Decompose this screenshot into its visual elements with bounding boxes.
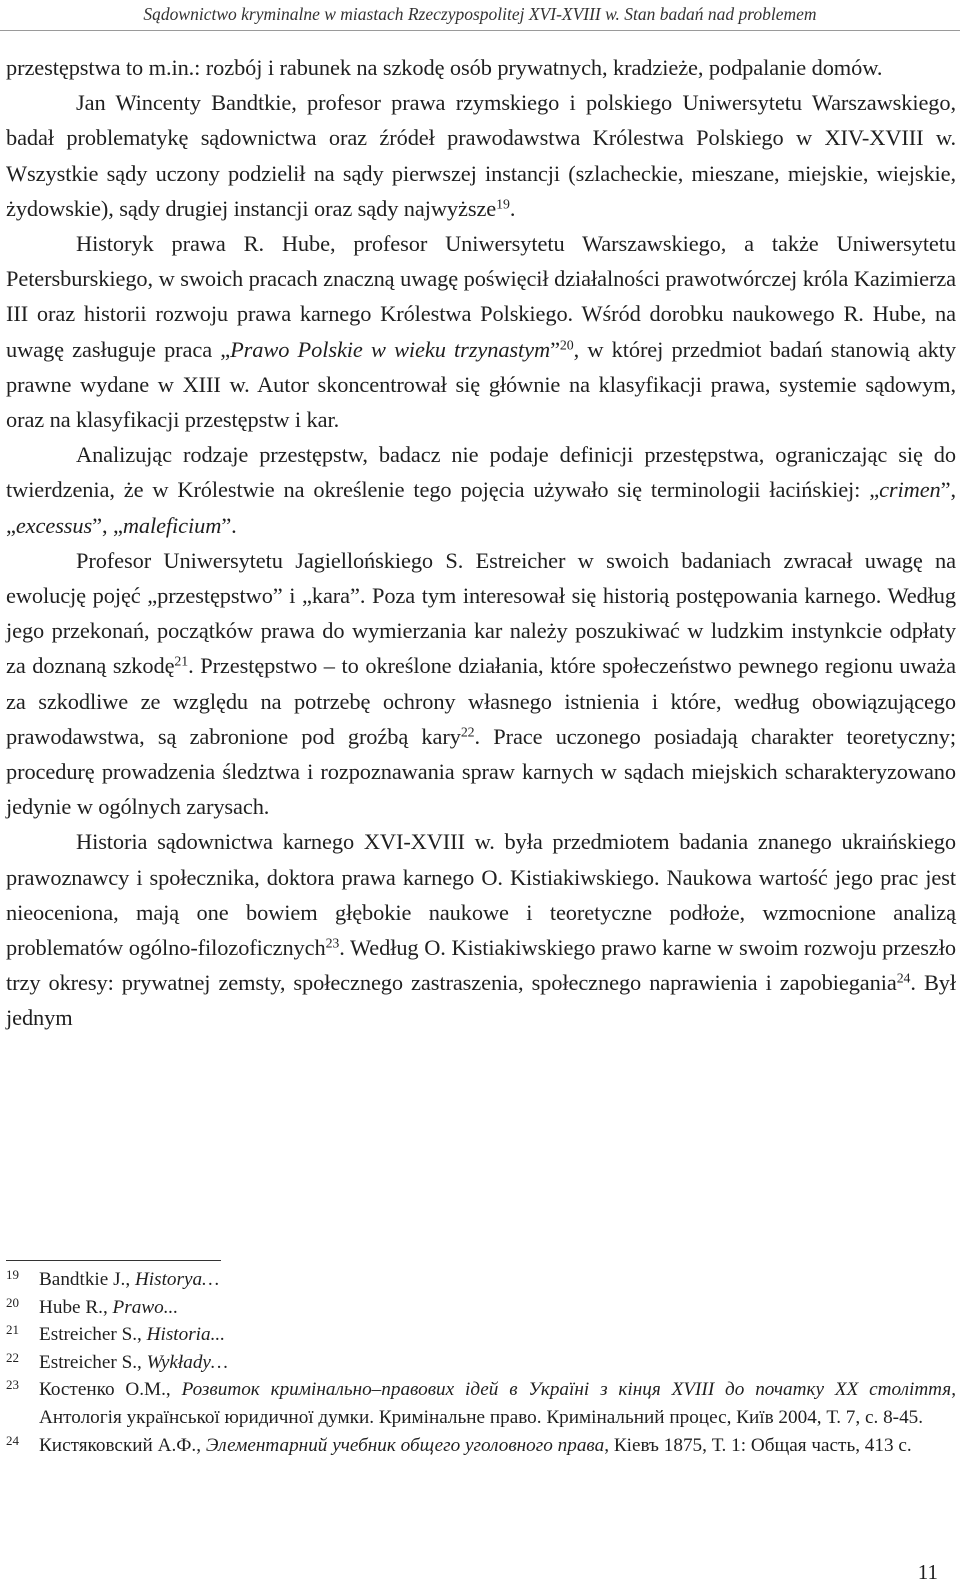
footnote-22 [6,1349,956,1377]
footnote-text [39,1266,956,1294]
footnote-text [39,1376,956,1431]
footnote-author: Кистяковский А.Ф., [39,1434,206,1456]
paragraph-1 [6,50,956,85]
paragraph-4-end: ”. [221,512,237,538]
footnote-author: Bandtkie J., [39,1269,135,1290]
paragraph-5-text-a: Profesor Uniwersytetu Jagiellońskiego S. Estreicher w swoich badaniach zwracał uwagę na ewolucję pojęć „przestępstwo” i „kara”. Poza tym interesował się historią postępowania karnego. Według jego przekonań, początków prawa do wymierzania kar należy poszukiwać w ludzkim instynkcie odpłaty za doznaną szkodę [6,547,956,679]
footnote-ref-20[interactable]: 20 [559,338,574,353]
footnote-24 [6,1432,956,1460]
footnote-author: Estreicher S., [39,1351,147,1373]
paragraph-6-text-c: . Był jednym [6,970,956,1031]
paragraph-4-sep-2: ”, „ [92,512,123,538]
footnote-number: 19 [6,1267,19,1282]
footnote-author: Hube R., [39,1296,113,1318]
paragraph-6-text-a: Historia sądownictwa karnego XVI-XVIII w. była przedmiotem badania znanego ukraińskiego prawoznawcy i społecznika, doktora prawa karnego O. Kistiakiwskiego. Naukowa wartość jego prac jest nieoceniona, mają one bowiem głębokie naukowe i teoretyczne podłoże, wzmocnione analizą problematów ogólno-filozoficznych [6,829,956,961]
footnote-ref-24[interactable]: 24 [896,971,911,987]
footnote-21 [6,1321,956,1349]
footnote-title: Historya… [134,1269,220,1290]
paragraph-2-end: . [509,195,516,221]
paragraph-6 [6,824,956,1035]
footnote-text [39,1349,956,1377]
footnote-number: 22 [6,1349,19,1365]
footnote-title: Historia... [146,1324,226,1346]
paragraph-5-text-b: . Przestępstwo – to określone działania, które społeczeństwo pewnego regionu uważa za szkodliwe ze względu na potrzebę ochrony własnego istnienia i które, według obowiązującego prawodawstwa, są zabronione pod groźbą kary [6,653,956,749]
paragraph-3 [6,226,956,437]
paragraph-1-text: przestępstwa to m.in.: rozbój i rabunek na szkodę osób prywatnych, kradzieże, podpalanie domów. [6,55,883,80]
footnote-separator [6,1260,221,1261]
footnote-rest: , Антологія української юридичної думки. Кримінальне право. Кримінальний процес, Київ 2004, Т. 7, с. 8-45. [39,1379,956,1428]
paragraph-3-text-c: , w której przedmiot badań stanowią akty prawne wydane w XIII w. Autor skoncentrował się głównie na klasyfikacji prawa, systemie sądowym, oraz na klasyfikacji przestępstw i kar. [6,336,956,433]
paragraph-4 [6,437,956,543]
page-number: 11 [917,1560,938,1584]
footnote-title: Wykłady… [146,1351,228,1373]
paragraph-5-text-c: . Prace uczonego posiadają charakter teoretyczny; procedurę prowadzenia śledztwa i rozpoznawania spraw karnych w sądach miejskich scharakteryzowano jedynie w ogólnych zarysach. [6,723,956,820]
book-title-prawo-polskie: Prawo Polskie w wieku trzynastym [230,336,551,362]
footnote-title: Элементарний учебник общего уголовного права [205,1434,605,1456]
footnote-ref-23[interactable]: 23 [325,936,340,952]
paragraph-4-text-a: Analizując rodzaje przestępstw, badacz nie podaje definicji przestępstwa, ograniczając się do twierdzenia, że w Królestwie na określenie tego pojęcia używało się terminologii łacińskiej: „ [6,442,956,503]
paragraph-2 [6,85,956,226]
footnote-number: 24 [6,1432,19,1448]
footnote-author: Estreicher S., [39,1324,147,1346]
footnote-19 [6,1266,956,1294]
term-maleficium: maleficium [122,512,222,538]
footnote-number: 23 [6,1377,19,1393]
header-rule [0,30,960,31]
footnote-number: 20 [6,1294,19,1310]
footnote-text [39,1321,956,1349]
footnote-title: Prawo... [112,1296,179,1318]
paragraph-3-quote-close: ” [550,336,560,362]
term-excessus: excessus [15,512,93,538]
running-header: Sądownictwo kryminalne w miastach Rzeczypospolitej XVI-XVIII w. Stan badań nad problemem [143,4,817,24]
footnotes [6,1266,956,1459]
footnote-rest: , Кіевъ 1875, Т. 1: Общая часть, 413 с. [604,1434,912,1456]
footnote-ref-22[interactable]: 22 [460,725,475,741]
footnote-number: 21 [6,1322,19,1338]
footnote-title: Розвиток кримінально–правових ідей в Україні з кінця XVIII до початку XX століття [181,1379,952,1401]
paragraph-2-text: Jan Wincenty Bandtkie, profesor prawa rzymskiego i polskiego Uniwersytetu Warszawskiego, badał problematykę sądownictwa oraz źródeł prawodawstwa Królestwa Polskiego w XIV-XVIII w. Wszystkie sądy uczony podzielił na sądy pierwszej instancji (szlacheckie, mieszane, miejskie, wiejskie, żydowskie), sądy drugiej instancji oraz sądy najwyższe [6,90,956,221]
footnote-text [39,1432,956,1460]
term-crimen: crimen [879,477,941,503]
body-text [6,50,956,1036]
paragraph-3-text-a: Historyk prawa R. Hube, profesor Uniwersytetu Warszawskiego, a także Uniwersytetu Petersburskiego, w swoich pracach znaczną uwagę poświęcił działalności prawotwórczej króla Kazimierza III oraz historii rozwoju prawa karnego Królestwa Polskiego. Wśród dorobku naukowego R. Hube, na uwagę zasługuje praca „ [6,231,956,362]
footnote-text [39,1294,956,1322]
footnote-23 [6,1376,956,1431]
footnote-ref-19[interactable]: 19 [496,197,510,213]
paragraph-6-text-b: . Według O. Kistiakiwskiego prawo karne w swoim rozwoju przeszło trzy okresy: prywatnej zemsty, społecznego zastraszenia, społecznego naprawienia i zapobiegania [6,935,956,996]
paragraph-4-sep-1: ”, „ [6,477,956,538]
paragraph-5 [6,543,956,825]
footnote-20 [6,1294,956,1322]
footnote-author: Костенко О.М., [39,1379,182,1401]
footnote-ref-21[interactable]: 21 [174,654,189,670]
